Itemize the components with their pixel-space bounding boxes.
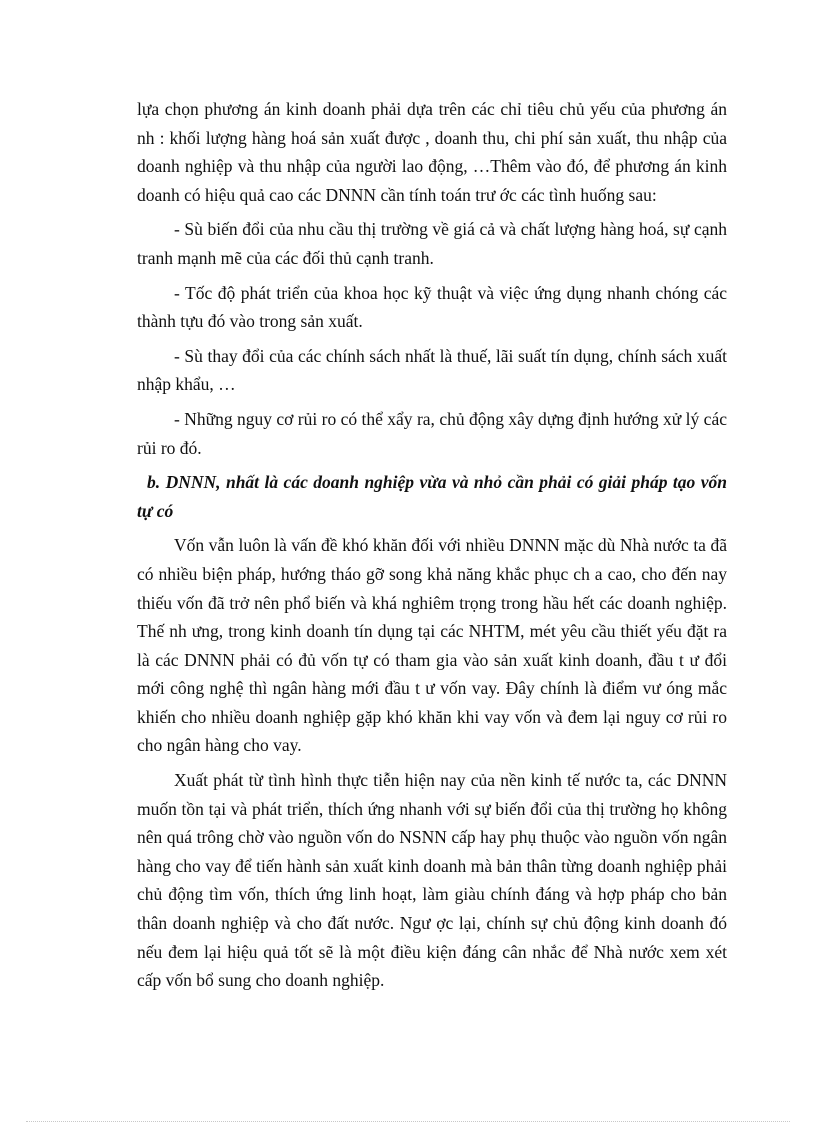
- page-bottom-rule: [26, 1121, 790, 1122]
- paragraph-intro: lựa chọn phương án kinh doanh phải dựa trên các chỉ tiêu chủ yếu của phương án nh : khối lượng hàng hoá sản xuất được , doanh thu, chi phí sản xuất, thu nhập của doanh nghiệp và thu nhập của người lao động, …Thêm vào đó, để phương án kinh doanh có hiệu quả cao các DNNN cần tính toán trư ớc các tình huống sau:: [137, 99, 727, 205]
- bullet-technology: - Tốc độ phát triển của khoa học kỹ thuật và việc ứng dụng nhanh chóng các thành tựu đó vào trong sản xuất.: [137, 282, 727, 332]
- paragraph-capital-problem: Vốn vẫn luôn là vấn đề khó khăn đối với nhiều DNNN mặc dù Nhà nước ta đã có nhiều biện pháp, hướng tháo gỡ song khả năng khắc phục ch a cao, cho đến nay thiếu vốn đã trở nên phổ biến và khá nghiêm trọng trong hầu hết các doanh nghiệp. Thế nh ưng, trong kinh doanh tín dụng tại các NHTM, mét yêu cầu thiết yếu đặt ra là các DNNN phải có đủ vốn tự có tham gia vào sản xuất kinh doanh, đầu t ư đổi mới công nghệ thì ngân hàng mới đầu t ư vốn vay. Đây chính là điểm vư óng mắc khiến cho nhiều doanh nghiệp gặp khó khăn khi vay vốn và đem lại nguy cơ rủi ro cho ngân hàng cho vay.: [137, 535, 727, 756]
- section-heading-b: b. DNNN, nhất là các doanh nghiệp vừa và nhỏ cần phải có giải pháp tạo vốn tự có: [137, 472, 727, 521]
- document-page: [137, 95, 727, 1001]
- paragraph-self-financing: Xuất phát từ tình hình thực tiễn hiện nay của nền kinh tế nước ta, các DNNN muốn tồn tại và phát triển, thích ứng nhanh với sự biến đổi của thị trường họ không nên quá trông chờ vào nguồn vốn do NSNN cấp hay phụ thuộc vào nguồn vốn ngân hàng cho vay để tiến hành sản xuất kinh doanh mà bản thân từng doanh nghiệp phải chủ động tìm vốn, thích ứng linh hoạt, làm giàu chính đáng và hợp pháp cho bản thân doanh nghiệp và cho đất nước. Ngư ợc lại, chính sự chủ động kinh doanh đó nếu đem lại hiệu quả tốt sẽ là một điều kiện đáng cân nhắc để Nhà nước xem xét cấp vốn bổ sung cho doanh nghiệp.: [137, 770, 727, 991]
- bullet-policy-changes: - Sù thay đổi của các chính sách nhất là thuế, lãi suất tín dụng, chính sách xuất nhập khẩu, …: [137, 345, 727, 395]
- bullet-market-demand: - Sù biến đổi của nhu cầu thị trường về giá cả và chất lượng hàng hoá, sự cạnh tranh mạnh mẽ của các đối thủ cạnh tranh.: [137, 219, 727, 268]
- bullet-risk-handling: - Những nguy cơ rủi ro có thể xẩy ra, chủ động xây dựng định hướng xử lý các rủi ro đó.: [137, 408, 727, 458]
